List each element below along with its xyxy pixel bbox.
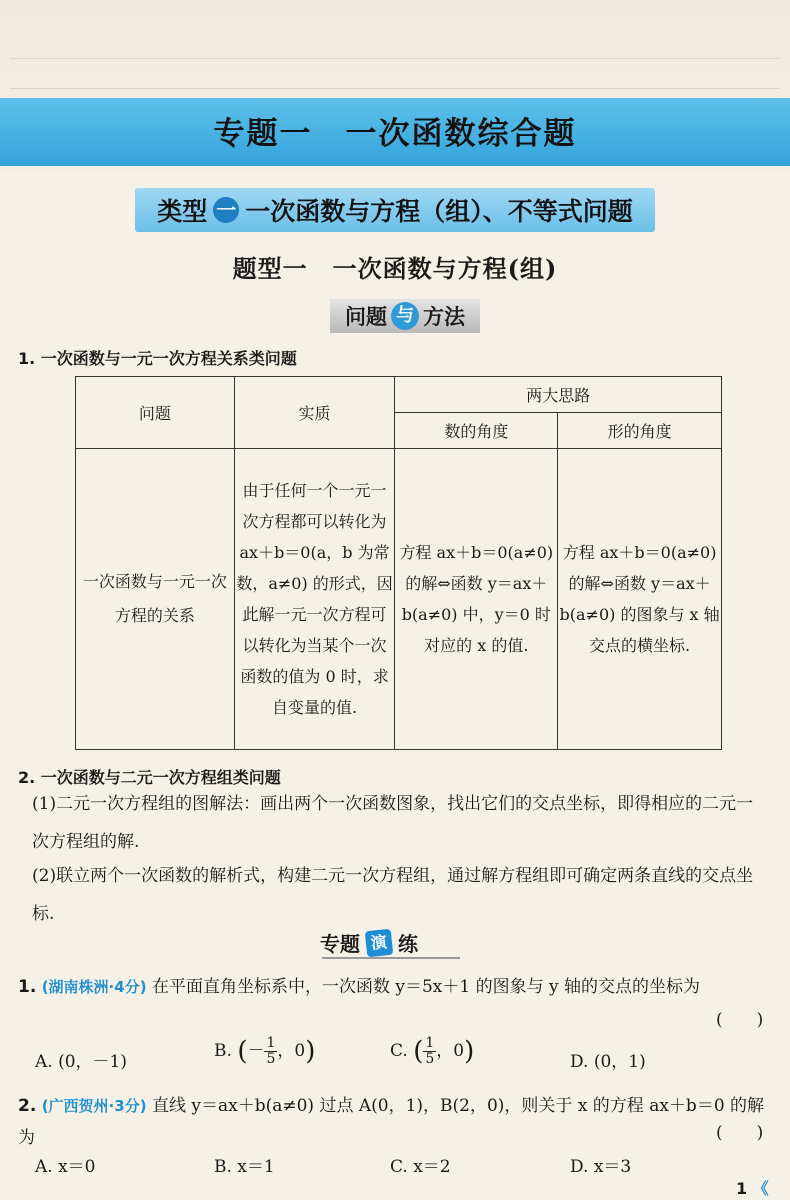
- section1-title: 1. 一次函数与一元一次方程关系类问题: [18, 349, 297, 368]
- type-prefix: 类型: [157, 197, 208, 226]
- method-mark-icon: 与: [391, 302, 419, 330]
- question-number: 1.: [18, 977, 37, 997]
- page-mark-icon: 《: [752, 1179, 769, 1198]
- option-a: A. x＝0: [35, 1157, 96, 1177]
- section2-paragraph-1: (1)二元一次方程组的图解法：画出两个一次函数图象，找出它们的交点坐标，即得相应的二元一次方程组的解.: [32, 794, 754, 852]
- bleed-line: [10, 58, 780, 59]
- page-title: 专题一 一次函数综合题: [213, 116, 577, 152]
- question-1: [18, 972, 700, 997]
- bleed-line: [10, 88, 780, 89]
- question-source: (广西贺州·3分): [41, 1097, 147, 1115]
- header-cell-shape: 形的角度: [558, 413, 722, 449]
- header-cell-problem: 问题: [76, 377, 235, 449]
- practice-banner: [320, 928, 418, 957]
- fraction: $\frac{1}{5}$: [425, 1035, 435, 1067]
- header-cell-number: 数的角度: [395, 413, 558, 449]
- question-stem: 直线 y＝ax＋b(a≠0) 过点 A(0，1)，B(2，0)，则关于 x 的方程 ax＋b＝0 的解为: [18, 1096, 765, 1148]
- option-label: B.: [214, 1041, 232, 1061]
- answer-paren: ( ): [716, 1123, 764, 1143]
- row-cell-number: 方程 ax＋b＝0(a≠0) 的解⇔函数 y＝ax＋b(a≠0) 中，y＝0 时对应的 x 的值.: [395, 449, 558, 750]
- option-label: C.: [390, 1041, 408, 1061]
- page-number: [736, 1176, 769, 1199]
- option-c: C. ( $\frac{1}{5}$ ，0): [390, 1035, 475, 1067]
- question-2: [18, 1090, 770, 1154]
- method-table: [75, 376, 722, 750]
- practice-left: 专题: [320, 932, 360, 956]
- practice-underline: [322, 957, 460, 959]
- method-banner: [330, 299, 480, 333]
- header-cell-essence: 实质: [234, 377, 395, 449]
- practice-mark-icon: 演: [365, 928, 394, 957]
- answer-paren: ( ): [716, 1010, 764, 1030]
- header-cell-two-ideas: 两大思路: [395, 377, 722, 413]
- question-number: 2.: [18, 1096, 37, 1116]
- row-cell-essence: 由于任何一个一元一次方程都可以转化为 ax＋b＝0(a，b 为常数，a≠0) 的形式，因此解一元一次方程可以转化为当某个一次函数的值为 0 时，求自变量的值.: [234, 449, 395, 750]
- type-text: 一次函数与方程（组）、不等式问题: [245, 197, 633, 226]
- sign: －: [247, 1041, 265, 1061]
- row-cell-shape: 方程 ax＋b＝0(a≠0) 的解⇔函数 y＝ax＋b(a≠0) 的图象与 x 轴交点的横坐标.: [558, 449, 722, 750]
- question-source: (湖南株洲·4分): [41, 978, 147, 996]
- option-a: A. (0，－1): [35, 1052, 127, 1072]
- subtitle: 题型一 一次函数与方程(组): [232, 254, 558, 283]
- type-number-badge: 一: [213, 197, 239, 223]
- tail: ，0: [277, 1041, 306, 1061]
- section2-title: 2. 一次函数与二元一次方程组类问题: [18, 768, 281, 787]
- method-left: 问题: [345, 305, 387, 329]
- type-banner: [135, 188, 655, 232]
- tail: ，0: [436, 1041, 465, 1061]
- section2-paragraph-2: (2)联立两个一次函数的解析式，构建二元一次方程组，通过解方程组即可确定两条直线的交点坐标.: [32, 866, 754, 924]
- option-d: D. (0，1): [570, 1052, 646, 1072]
- option-b: B. x＝1: [214, 1157, 275, 1177]
- option-c: C. x＝2: [390, 1157, 451, 1177]
- page-number-text: 1: [736, 1179, 748, 1198]
- question-stem: 在平面直角坐标系中，一次函数 y＝5x＋1 的图象与 y 轴的交点的坐标为: [151, 977, 701, 997]
- option-d: D. x＝3: [570, 1157, 632, 1177]
- row-cell-problem: 一次函数与一元一次方程的关系: [76, 449, 235, 750]
- practice-right: 练: [398, 932, 418, 956]
- fraction: $\frac{1}{5}$: [266, 1035, 276, 1067]
- option-b: B. (－ $\frac{1}{5}$ ，0): [214, 1035, 316, 1067]
- method-right: 方法: [423, 305, 465, 329]
